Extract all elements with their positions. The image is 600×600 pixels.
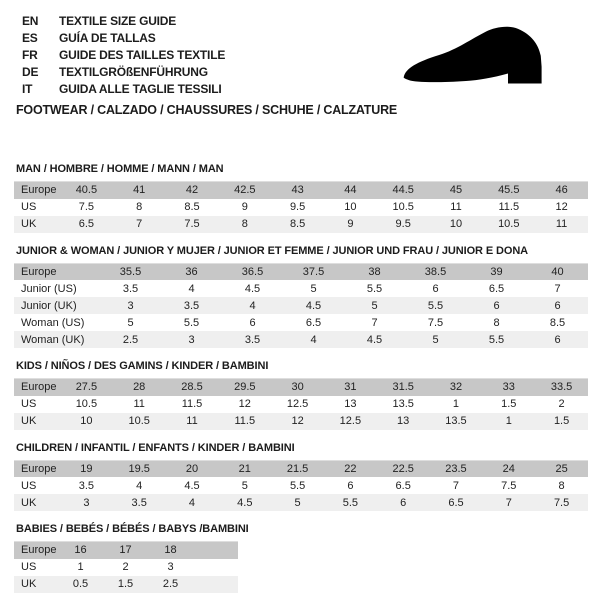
- size-cell: 4: [136, 479, 143, 492]
- size-cell: 36: [161, 263, 222, 280]
- size-cell: 5.5: [366, 282, 383, 295]
- size-cell: 6: [347, 479, 354, 492]
- size-cell: 9.5: [289, 201, 306, 213]
- size-cell: 2.5: [100, 331, 161, 348]
- lang-code: DE: [22, 65, 39, 79]
- size-cell: 7: [482, 494, 535, 511]
- size-cell: 23.5: [430, 460, 483, 477]
- size-cell: 7.5: [501, 479, 517, 492]
- size-cell: 8.5: [271, 216, 324, 233]
- size-cell: 33: [482, 379, 535, 396]
- size-cell: 0.5: [58, 576, 103, 593]
- size-cell: 33.5: [535, 379, 588, 396]
- size-cell: 3: [60, 494, 113, 511]
- size-cell: 13.5: [430, 413, 483, 430]
- size-cell: 42: [166, 182, 219, 199]
- row-label: Europe: [14, 182, 60, 199]
- size-cell: 4: [166, 494, 219, 511]
- lang-code: ES: [22, 31, 38, 45]
- size-cell: 12: [271, 413, 324, 430]
- table-row: [14, 199, 588, 216]
- size-cell: 6.5: [430, 494, 483, 511]
- size-table-junior-woman: [14, 263, 588, 349]
- lang-text: GUÍA DE TALLAS: [59, 31, 156, 45]
- size-cell: 10.5: [75, 398, 98, 410]
- size-cell: 42.5: [218, 182, 271, 199]
- size-cell: 8: [218, 216, 271, 233]
- size-cell: 21: [218, 460, 271, 477]
- size-cell: 12.5: [324, 413, 377, 430]
- size-cell: 7.5: [78, 201, 95, 213]
- table-row: [14, 576, 238, 593]
- section-junior-woman: [14, 245, 588, 349]
- size-cell: 1: [77, 561, 84, 573]
- section-title: KIDS / NIÑOS / DES GAMINS / KINDER / BAMBINI: [16, 360, 269, 372]
- table-row: [14, 477, 588, 494]
- table-row: [14, 182, 588, 199]
- size-cell: 4: [188, 282, 195, 295]
- size-cell: 31.5: [377, 379, 430, 396]
- row-label: US: [21, 398, 37, 410]
- size-cell: 3: [100, 297, 161, 314]
- size-cell: 6.5: [395, 479, 411, 492]
- size-cell: 35.5: [100, 263, 161, 280]
- size-cell: 11: [166, 413, 219, 430]
- size-cell: 22.5: [377, 460, 430, 477]
- size-cell: 3: [167, 561, 174, 573]
- size-cell: 21.5: [271, 460, 324, 477]
- table-row: [14, 263, 588, 280]
- size-cell: 5: [127, 316, 134, 329]
- size-cell: 13: [344, 398, 357, 410]
- size-cell: 46: [535, 182, 588, 199]
- size-cell: 45: [430, 182, 483, 199]
- size-cell: 5.5: [324, 494, 377, 511]
- table-row: [14, 379, 588, 396]
- size-cell: 43: [271, 182, 324, 199]
- table-row: [14, 331, 588, 348]
- size-table-kids: [14, 378, 588, 430]
- size-cell: 1: [452, 398, 460, 410]
- size-cell: 8: [558, 479, 565, 492]
- row-label: Junior (US): [21, 282, 77, 295]
- row-label: US: [21, 201, 37, 213]
- size-cell: 2: [558, 398, 565, 410]
- size-cell: 5: [405, 331, 466, 348]
- row-label: Europe: [14, 542, 58, 559]
- row-label: UK: [14, 216, 60, 233]
- size-cell: 9: [324, 216, 377, 233]
- size-cell: 41: [113, 182, 166, 199]
- lang-code: IT: [22, 82, 33, 96]
- table-row: [14, 413, 588, 430]
- size-cell: 28.5: [166, 379, 219, 396]
- size-sections: [14, 163, 588, 593]
- section-man: [14, 163, 588, 233]
- size-cell: 8: [493, 316, 500, 329]
- size-cell: 38: [344, 263, 405, 280]
- size-cell: 8.5: [184, 201, 200, 213]
- size-cell: 12.5: [286, 398, 309, 410]
- size-cell: 7: [113, 216, 166, 233]
- size-cell: 12: [555, 201, 568, 213]
- size-cell: 19: [60, 460, 113, 477]
- size-cell: 5.5: [183, 316, 200, 329]
- row-label: Europe: [14, 460, 60, 477]
- size-cell: 36.5: [222, 263, 283, 280]
- empty-cell: [193, 559, 238, 576]
- row-label: Woman (US): [21, 316, 85, 329]
- size-cell: 4.5: [244, 282, 261, 295]
- size-cell: 6.5: [305, 316, 322, 329]
- size-cell: 40: [527, 263, 588, 280]
- category-line: FOOTWEAR / CALZADO / CHAUSSURES / SCHUHE / CALZATURE: [16, 103, 398, 117]
- size-cell: 6: [466, 297, 527, 314]
- size-cell: 4.5: [283, 297, 344, 314]
- size-cell: 45.5: [482, 182, 535, 199]
- table-row: [14, 559, 238, 576]
- size-cell: 3: [161, 331, 222, 348]
- size-cell: 4.5: [184, 479, 200, 492]
- size-cell: 27.5: [60, 379, 113, 396]
- size-cell: 6: [377, 494, 430, 511]
- section-title: JUNIOR & WOMAN / JUNIOR Y MUJER / JUNIOR ET FEMME / JUNIOR UND FRAU / JUNIOR E DONA: [16, 244, 529, 257]
- size-cell: 3.5: [222, 331, 283, 348]
- size-cell: 3.5: [78, 479, 95, 492]
- size-cell: 10.5: [482, 216, 535, 233]
- table-row: [14, 494, 588, 511]
- row-label: Europe: [14, 263, 100, 280]
- size-cell: 37.5: [283, 263, 344, 280]
- size-cell: 7: [452, 479, 460, 492]
- lang-code: FR: [22, 48, 38, 62]
- size-cell: 24: [482, 460, 535, 477]
- size-cell: 10: [430, 216, 483, 233]
- size-cell: 10.5: [392, 201, 414, 213]
- size-cell: 39: [466, 263, 527, 280]
- size-cell: 38.5: [405, 263, 466, 280]
- size-cell: 5.5: [289, 479, 306, 492]
- size-cell: 18: [148, 542, 193, 559]
- size-cell: 10.5: [113, 413, 166, 430]
- size-cell: 8.5: [549, 316, 566, 329]
- size-cell: 6: [527, 331, 588, 348]
- section-title: BABIES / BEBÉS / BÉBÉS / BABYS /BAMBINI: [16, 523, 249, 535]
- lang-text: GUIDA ALLE TAGLIE TESSILI: [59, 82, 222, 96]
- size-cell: 5: [241, 479, 248, 492]
- shoe-icon: [396, 18, 578, 102]
- size-cell: 17: [103, 542, 148, 559]
- size-cell: 28: [113, 379, 166, 396]
- size-cell: 1.5: [535, 413, 588, 430]
- size-cell: 3.5: [122, 282, 139, 295]
- size-cell: 16: [58, 542, 103, 559]
- empty-cell: [193, 576, 238, 593]
- size-cell: 4.5: [218, 494, 271, 511]
- size-cell: 10: [344, 201, 357, 213]
- row-label: UK: [14, 413, 60, 430]
- table-row: [14, 314, 588, 331]
- size-cell: 19.5: [113, 460, 166, 477]
- size-cell: 7.5: [427, 316, 444, 329]
- section-babies: [14, 523, 588, 593]
- lang-text: TEXTILE SIZE GUIDE: [59, 14, 177, 28]
- size-cell: 25: [535, 460, 588, 477]
- size-cell: 4: [222, 297, 283, 314]
- section-title: CHILDREN / INFANTIL / ENFANTS / KINDER / BAMBINI: [16, 441, 295, 454]
- size-cell: 22: [324, 460, 377, 477]
- size-cell: 6: [249, 316, 256, 329]
- size-cell: 11.5: [181, 398, 203, 410]
- size-cell: 13: [377, 413, 430, 430]
- empty-cell: [193, 542, 238, 559]
- lang-code: EN: [22, 14, 39, 28]
- size-cell: 6.5: [60, 216, 113, 233]
- size-cell: 30: [271, 379, 324, 396]
- size-cell: 1.5: [103, 576, 148, 593]
- size-cell: 4.5: [344, 331, 405, 348]
- table-row: [14, 297, 588, 314]
- size-table-children: [14, 460, 588, 512]
- size-cell: 40.5: [60, 182, 113, 199]
- size-cell: 9.5: [377, 216, 430, 233]
- size-cell: 5: [271, 494, 324, 511]
- table-row: [14, 280, 588, 297]
- size-cell: 20: [166, 460, 219, 477]
- size-cell: 5.5: [405, 297, 466, 314]
- size-cell: 12: [238, 398, 251, 410]
- size-cell: 3.5: [113, 494, 166, 511]
- size-cell: 11: [535, 216, 588, 233]
- size-cell: 5: [344, 297, 405, 314]
- size-cell: 1: [482, 413, 535, 430]
- size-cell: 10: [60, 413, 113, 430]
- table-row: [14, 396, 588, 413]
- size-cell: 4: [283, 331, 344, 348]
- size-cell: 32: [430, 379, 483, 396]
- size-cell: 13.5: [392, 398, 414, 410]
- table-row: [14, 542, 238, 559]
- size-cell: 11.5: [218, 413, 271, 430]
- row-label: Woman (UK): [14, 331, 100, 348]
- size-cell: 2.5: [148, 576, 193, 593]
- size-cell: 11: [133, 398, 145, 410]
- row-label: UK: [14, 576, 58, 593]
- row-label: Europe: [14, 379, 60, 396]
- size-cell: 6: [527, 297, 588, 314]
- size-cell: 2: [122, 561, 129, 573]
- row-label: Junior (UK): [14, 297, 100, 314]
- section-title: MAN / HOMBRE / HOMME / MANN / MAN: [16, 163, 224, 175]
- size-cell: 11.5: [498, 201, 520, 213]
- size-cell: 9: [241, 201, 248, 213]
- section-kids: [14, 360, 588, 430]
- lang-text: GUIDE DES TAILLES TEXTILE: [59, 48, 226, 62]
- size-table-babies: [14, 541, 238, 593]
- table-row: [14, 460, 588, 477]
- size-cell: 8: [136, 201, 143, 213]
- lang-text: TEXTILGRÖßENFÜHRUNG: [59, 65, 208, 79]
- size-cell: 6: [432, 282, 439, 295]
- section-children: [14, 442, 588, 512]
- size-cell: 6.5: [488, 282, 505, 295]
- size-cell: 31: [324, 379, 377, 396]
- size-table-man: [14, 181, 588, 233]
- size-cell: 5.5: [466, 331, 527, 348]
- row-label: US: [21, 479, 37, 492]
- size-cell: 7.5: [166, 216, 219, 233]
- size-cell: 7: [554, 282, 561, 295]
- table-row: [14, 216, 588, 233]
- size-cell: 7.5: [535, 494, 588, 511]
- row-label: UK: [14, 494, 60, 511]
- row-label: US: [21, 561, 37, 573]
- size-cell: 29.5: [218, 379, 271, 396]
- size-cell: 11: [450, 201, 462, 213]
- size-cell: 7: [371, 316, 378, 329]
- size-cell: 3.5: [161, 297, 222, 314]
- size-cell: 44.5: [377, 182, 430, 199]
- size-cell: 5: [310, 282, 317, 295]
- size-cell: 44: [324, 182, 377, 199]
- size-cell: 1.5: [501, 398, 517, 410]
